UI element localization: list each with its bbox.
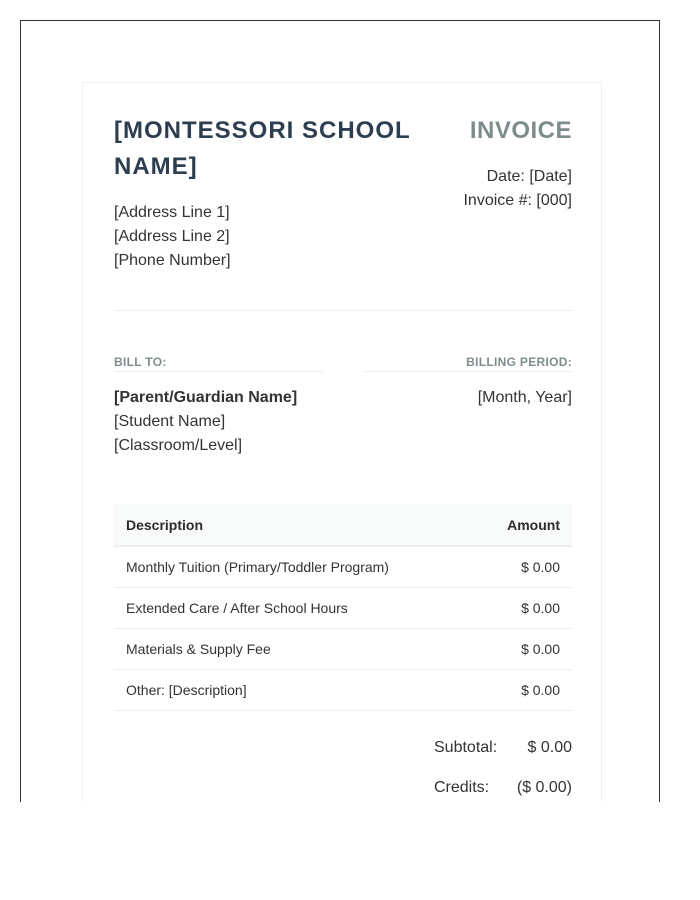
header-divider [114,310,572,311]
item-description: Materials & Supply Fee [114,629,458,670]
subtotal-value: $ 0.00 [527,739,572,756]
invoice-content [114,113,572,796]
item-amount: $ 0.00 [458,546,572,588]
classroom-level: [Classroom/Level] [114,437,243,454]
document-page [20,20,660,802]
bill-to-details [114,386,297,458]
invoice-meta [462,165,572,213]
item-description: Other: [Description] [114,670,458,711]
item-amount: $ 0.00 [458,588,572,629]
table-row [114,588,572,629]
student-name: [Student Name] [114,413,226,430]
item-amount: $ 0.00 [458,629,572,670]
invoice-header [114,113,572,313]
item-description: Extended Care / After School Hours [114,588,458,629]
credits-value: ($ 0.00) [516,779,572,796]
subtotal-row [372,739,572,779]
billing-period-value: [Month, Year] [477,389,572,406]
table-header-row [114,504,572,546]
address-line-2: [Address Line 2] [114,228,230,245]
billing-period-underline [364,371,572,372]
bill-to-label: BILL TO: [114,355,167,369]
credits-label: Credits: [434,779,490,796]
invoice-number: Invoice #: [000] [463,192,572,209]
credits-row [372,779,572,802]
item-description: Monthly Tuition (Primary/Toddler Program) [114,546,458,588]
totals-block [372,739,572,802]
header-description: Description [114,504,458,546]
bill-to-underline [114,371,323,372]
table-row [114,629,572,670]
item-amount: $ 0.00 [458,670,572,711]
parent-name: [Parent/Guardian Name] [114,389,298,406]
invoice-card [82,82,602,802]
table-row [114,670,572,711]
invoice-date: Date: [Date] [486,168,572,185]
header-amount: Amount [458,504,572,546]
table-row [114,546,572,588]
school-name: [MONTESSORI SCHOOL NAME] [114,117,411,180]
invoice-title: INVOICE [469,117,572,144]
subtotal-label: Subtotal: [434,739,498,756]
address-line-1: [Address Line 1] [114,204,230,221]
phone-number: [Phone Number] [114,252,231,269]
line-items-table [114,504,572,711]
billing-period-label: BILLING PERIOD: [466,355,572,369]
school-address [114,201,231,273]
